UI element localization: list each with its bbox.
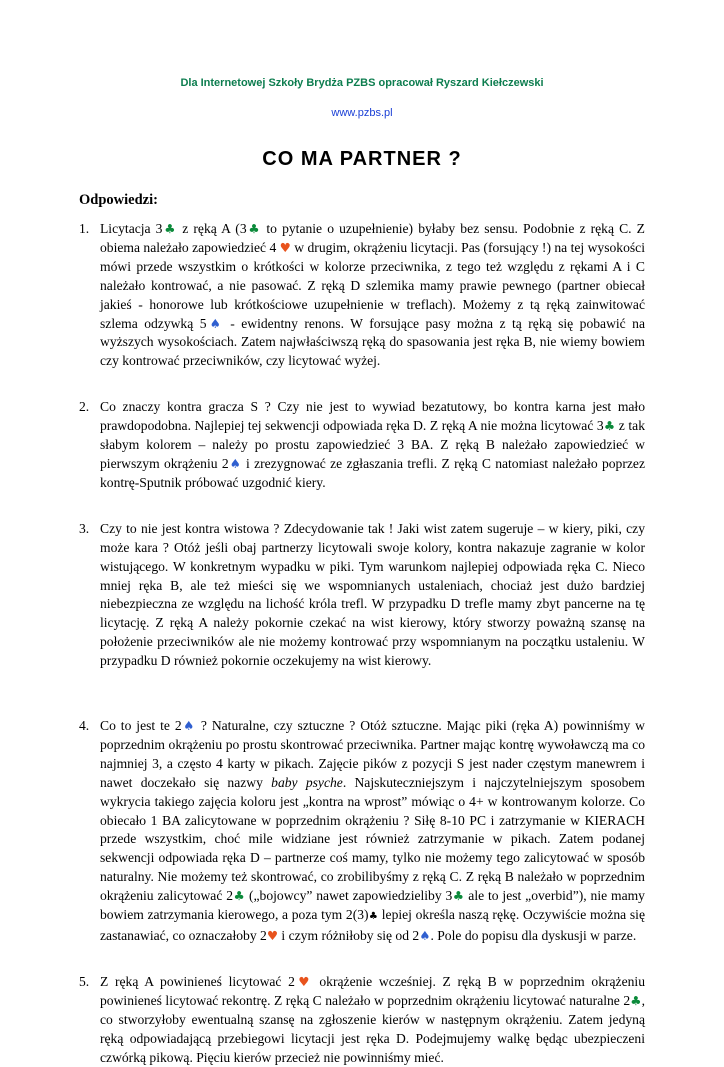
item-text: . Najskuteczniejszym i najczytelniejszym sposobem wykrycia takiego zajęcia koloru jest „kontra na wprost” mówiąc o 4+ w kontrowanym kolorze. Co obiecało 1 BA zalicytowane w poprzednim okrążeniu ? Siłę 8-10 PC i zatrzymanie w KIERACH przede wszystkim, choć mile widziane jest również zatrzymanie w pikach. Zatem podanej sekwencji odpowiada ręka D – partnerze coś mamy, tylko nie możemy tego zalicytować w sposób naturalny. Nie możemy też skontrować, co zrobilibyśmy z ręką C. Z ręką B należało w poprzednim okrążeniu zalicytować 2: [100, 774, 645, 904]
item-text: Licytacja 3: [100, 221, 163, 236]
club-icon: ♣: [368, 911, 379, 923]
item-text: okrążenie wcześniej. Z ręką B w poprzednim okrążeniu powinieneś licytować rekontrę. Z ręką C należało w poprzednim okrążeniu licytować naturalne 2: [100, 973, 645, 1008]
item-number: 1.: [79, 221, 90, 236]
item-text: z ręką A (3: [177, 221, 247, 236]
spade-icon: ♠: [228, 455, 242, 471]
item-number: 2.: [79, 399, 90, 415]
club-icon: ♣: [246, 221, 262, 236]
spade-icon: ♠: [181, 718, 196, 734]
item-text: i czym różniłoby się od 2: [278, 928, 420, 943]
item-number: 5.: [79, 973, 90, 989]
item-number: 3.: [79, 520, 90, 536]
item-text: , co stworzyłoby ewentualną szansę na zgłoszenie kierów w następnym okrążeniu. Zatem jedyną ręką odpowiadającą przebiegowi licytacji jest ręka D. Podejmujemy walkę będąc ubezpieczeni czwórką pikową. Pięciu kierów przecież nie powinniśmy mieć.: [100, 992, 645, 1065]
spade-icon: ♠: [419, 928, 431, 943]
item-text: Czy to nie jest kontra wistowa ? Zdecydowanie tak ! Jaki wist zatem sugeruje – w kiery, piki, czy może kara ? Otóż jeśli obaj partnerzy licytowali swoje kolory, kontra nakazuje zagranie w kolor wistującego. W konkretnym wypadku w piki. Tym warunkom najlepiej odpowiada ręka C. Nieco mniej ręka B, ale też mieści się we wspomnianych ustaleniach, chociaż jest dużo bardziej niebezpieczna ze względu na lichość króla trefl. W przypadku D trefle mamy zbyt pancerne na tę licytację. Z ręką A należy pokornie czekać na wist kierowy, który stworzy poważną szansę na położenie przeciwników ale nie możemy kontrować przy wspomnianym na początku ustaleniu. W przypadku D również pokornie oczekujemy na wist kierowy.: [100, 520, 645, 669]
club-icon: ♣: [162, 221, 178, 236]
heart-icon: ♥: [266, 928, 279, 943]
club-icon: ♣: [630, 992, 642, 1008]
club-icon: ♣: [603, 418, 616, 434]
item-text: w drugim, okrążeniu licytacji. Pas (forsujący !) na tej wysokości mówi przede wszystkim o krótkości w kolorze przeciwnika, z tego też względu z rękami A i C należało kontrować, a nie pasować. Z ręką D szlemika mamy prawie pewnego (partner obiecał jakieś - honorowe lub krótkościowe uzupełnienie w treflach). Możemy z tą ręką zainwitować szlema odzywką 5: [100, 239, 645, 331]
item-text: i zrezygnować ze zgłaszania trefli. Z ręką C natomiast należało poprzez kontrę-Sputnik próbować uzgodnić kiery.: [100, 455, 645, 490]
item-text: ? Naturalne, czy sztuczne ? Otóż sztuczne. Mając piki (ręka A) powinniśmy w poprzednim okrążeniu po prostu skontrować przeciwnika. Partner mając kontrę wywoławczą ma co najmniej 3, a często 4 karty w pikach. Zajęcie pików z pozycji S jest nader częstym manewrem i nawet doczekało się nazwy: [100, 718, 645, 790]
item-text: z tak słabym kolorem – należy po prostu zapowiedzieć 3 BA. Z ręką B należało zapowiedzieć w pierwszym okrążeniu 2: [100, 418, 645, 471]
answers-heading: Odpowiedzi:: [79, 192, 158, 208]
answer-item-1: [79, 220, 645, 371]
item-text: lepiej określa naszą rękę. Oczywiście można się zastanawiać, co oznaczałoby 2: [100, 907, 645, 943]
club-icon: ♣: [233, 888, 246, 904]
item-text: („bojowcy” nawet zapowiedzieliby 3: [245, 888, 453, 904]
item-text: to pytanie o uzupełnienie) byłaby bez sensu. Podobnie z ręką C. Z obiema należało zapowiedzieć 4: [100, 221, 645, 255]
answer-item-3: [79, 520, 645, 671]
header-author-line: Dla Internetowej Szkoły Brydża PZBS opracował Ryszard Kiełczewski: [180, 77, 544, 89]
item-text: Z ręką A powinieneś licytować 2: [100, 973, 295, 989]
heart-icon: ♥: [294, 973, 313, 989]
item-text: Co to jest te 2: [100, 718, 182, 734]
page-title: CO MA PARTNER ?: [262, 148, 462, 170]
answers-list: [79, 220, 645, 1067]
item-text: ale to jest „overbid”), nie mamy bowiem zatrzymania kierowego, a poza tym 2(3): [100, 888, 645, 923]
item-text: Co znaczy kontra gracza S ? Czy nie jest to wywiad bezatutowy, bo kontra karna jest mało prawdopodobna. Najlepiej tej sekwencji odpowiada ręka D. Z ręką A nie można licytować 3: [100, 399, 645, 434]
club-icon: ♣: [452, 888, 465, 904]
answer-item-4: [79, 717, 645, 946]
heart-icon: ♥: [279, 239, 291, 255]
item-text-italic: baby psyche: [271, 774, 343, 790]
answer-item-5: [79, 973, 645, 1067]
item-text: . Pole do popisu dla dyskusji w parze.: [430, 928, 637, 943]
item-text: - ewidentny renons. W forsujące pasy można z tą ręką się pobawić na wyższych wysokościach. Zatem najwłaściwszą ręką do spasowania jest ręka B, nie wiemy bowiem czy kontrować przeciwników, czy licytować wyżej.: [100, 315, 645, 369]
item-number: 4.: [79, 718, 90, 734]
header-url-link[interactable]: www.pzbs.pl: [331, 107, 393, 119]
spade-icon: ♠: [206, 315, 224, 331]
answer-item-2: [79, 398, 645, 493]
